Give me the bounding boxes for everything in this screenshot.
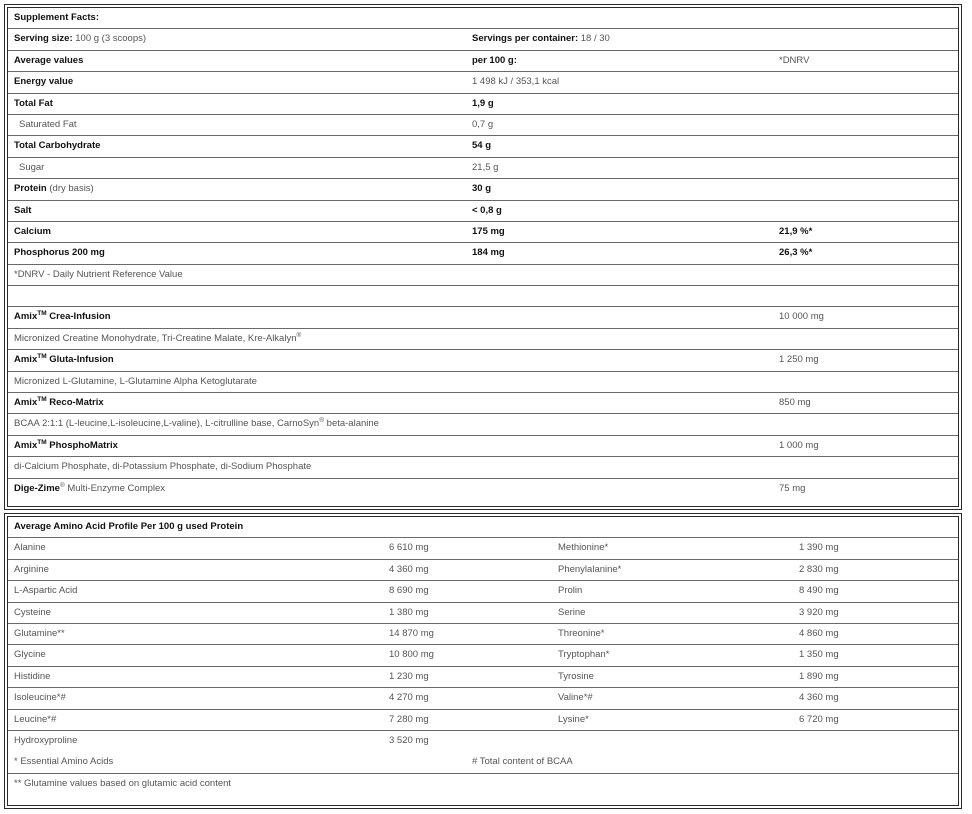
- facts-title: Supplement Facts:: [14, 12, 99, 23]
- energy-row: [8, 72, 958, 93]
- phosphomatrix-label: [14, 436, 118, 456]
- protein-value: 30 g: [472, 183, 492, 195]
- serving-size: [14, 29, 146, 49]
- crea-desc-text: Micronized Creatine Monohydrate, Tri-Creatine Malate, Kre-Alkalyn: [14, 332, 297, 344]
- reco-desc-text: BCAA 2:1:1 (L-leucine,L-isoleucine,L-valine), L-citrulline base, CarnoSyn: [14, 418, 320, 430]
- phosphorus-row: [8, 243, 958, 264]
- amino-value-right: 8 490 mg: [799, 585, 839, 597]
- amino-value-left: 10 800 mg: [389, 649, 434, 661]
- carbohydrate-label: Total Carbohydrate: [14, 140, 101, 152]
- glutamine-note: ** Glutamine values based on glutamic acid content: [14, 777, 232, 789]
- table-row: [8, 603, 958, 624]
- dnrv-header: *DNRV: [779, 54, 810, 66]
- amino-name-right: Serine: [558, 606, 586, 618]
- brand-name: Amix: [14, 311, 38, 323]
- amino-acid-panel: [4, 513, 962, 809]
- amino-name-left: Arginine: [14, 563, 49, 575]
- serving-row: [8, 29, 958, 50]
- protein-note: (dry basis): [49, 183, 94, 195]
- protein-row: [8, 179, 958, 200]
- table-row: [8, 624, 958, 645]
- amino-value-left: 14 870 mg: [389, 627, 434, 639]
- amino-name-right: Methionine*: [558, 542, 609, 554]
- reco-matrix-label: [14, 393, 104, 413]
- gluta-infusion-row: [8, 350, 958, 371]
- carbohydrate-value: 54 g: [472, 140, 492, 152]
- spacer-row: [8, 286, 958, 307]
- phosphorus-value: 184 mg: [472, 247, 505, 259]
- gluta-infusion-desc: Micronized L-Glutamine, L-Glutamine Alpha Ketoglutarate: [14, 375, 257, 387]
- amino-value-right: 2 830 mg: [799, 563, 839, 575]
- amino-value-left: 3 520 mg: [389, 734, 429, 746]
- phosphomatrix-name: PhosphoMatrix: [49, 439, 118, 451]
- amino-title-row: [8, 517, 958, 538]
- gluta-infusion-desc-row: [8, 372, 958, 393]
- reco-matrix-desc-row: [8, 414, 958, 435]
- reco-matrix-value: 850 mg: [779, 397, 811, 409]
- table-row: [8, 667, 958, 688]
- dige-zime-row: [8, 479, 958, 500]
- servings-label: Servings per container:: [472, 33, 579, 45]
- fat-value: 1,9 g: [472, 97, 494, 109]
- protein: [14, 179, 94, 199]
- crea-infusion-desc-row: [8, 329, 958, 350]
- amino-value-right: 1 390 mg: [799, 542, 839, 554]
- phosphomatrix-desc: di-Calcium Phosphate, di-Potassium Phosphate, di-Sodium Phosphate: [14, 461, 312, 473]
- amino-value-right: 4 860 mg: [799, 627, 839, 639]
- amino-value-left: 7 280 mg: [389, 713, 429, 725]
- salt-value: < 0,8 g: [472, 204, 502, 216]
- amino-value-right: 1 890 mg: [799, 670, 839, 682]
- sugar-value: 21,5 g: [472, 161, 499, 173]
- gluta-infusion-value: 1 250 mg: [779, 354, 819, 366]
- energy-value: 1 498 kJ / 353,1 kcal: [472, 76, 560, 88]
- trademark-mark: TM: [37, 396, 47, 404]
- energy-label: Energy value: [14, 76, 74, 88]
- amino-name-right: Tryptophan*: [558, 649, 610, 661]
- gluta-infusion-name: Gluta-Infusion: [49, 354, 114, 366]
- amino-name-right: Lysine*: [558, 713, 589, 725]
- amino-name-left: Glutamine**: [14, 627, 65, 639]
- calcium-label: Calcium: [14, 225, 51, 237]
- crea-infusion-desc: [14, 329, 301, 349]
- servings-per-container: [472, 29, 610, 49]
- per-100g-label: per 100 g:: [472, 54, 517, 66]
- calcium-dnrv: 21,9 %*: [779, 225, 813, 237]
- phosphomatrix-desc-row: [8, 457, 958, 478]
- amino-name-left: Cysteine: [14, 606, 51, 618]
- gluta-infusion-label: [14, 350, 114, 370]
- amino-value-left: 4 270 mg: [389, 692, 429, 704]
- amino-name-right: Valine*#: [558, 692, 593, 704]
- amino-name-left: Glycine: [14, 649, 46, 661]
- glutamine-note-row: [8, 774, 958, 795]
- dnrv-note-row: [8, 265, 958, 286]
- amino-name-left: Histidine: [14, 670, 51, 682]
- amino-note-row: [8, 752, 958, 773]
- bcaa-note: # Total content of BCAA: [472, 756, 573, 768]
- table-row: [8, 731, 958, 752]
- trademark-mark: TM: [37, 310, 47, 318]
- amino-name-right: Tyrosine: [558, 670, 594, 682]
- protein-label: Protein: [14, 183, 47, 195]
- salt-label: Salt: [14, 204, 32, 216]
- amino-acid-table: [7, 516, 959, 806]
- fat-label: Total Fat: [14, 97, 53, 109]
- serving-size-value: 100 g (3 scoops): [75, 33, 147, 45]
- saturated-fat-value: 0,7 g: [472, 118, 494, 130]
- amino-name-left: Isoleucine*#: [14, 692, 66, 704]
- phosphorus-label: Phosphorus 200 mg: [14, 247, 105, 259]
- amino-title: Average Amino Acid Profile Per 100 g used Protein: [14, 521, 244, 532]
- dige-zime-label: [14, 479, 165, 499]
- table-row: [8, 710, 958, 731]
- registered-mark: ®: [59, 481, 65, 489]
- amino-value-left: 1 380 mg: [389, 606, 429, 618]
- phosphomatrix-value: 1 000 mg: [779, 439, 819, 451]
- crea-infusion-name: Crea-Infusion: [49, 311, 111, 323]
- table-row: [8, 688, 958, 709]
- amino-name-left: Hydroxyproline: [14, 734, 78, 746]
- brand-name: Amix: [14, 397, 38, 409]
- amino-value-left: 8 690 mg: [389, 585, 429, 597]
- table-row: [8, 538, 958, 559]
- brand-name: Amix: [14, 439, 38, 451]
- amino-value-left: 1 230 mg: [389, 670, 429, 682]
- header-row: [8, 51, 958, 72]
- saturated-fat-row: [8, 115, 958, 136]
- crea-infusion-label: [14, 307, 111, 327]
- table-row: [8, 581, 958, 602]
- phosphorus-dnrv: 26,3 %*: [779, 247, 813, 259]
- facts-title-row: [8, 8, 958, 29]
- dige-zime-value: 75 mg: [779, 482, 806, 494]
- fat-row: [8, 94, 958, 115]
- table-row: [8, 560, 958, 581]
- amino-value-left: 4 360 mg: [389, 563, 429, 575]
- amino-name-right: Threonine*: [558, 627, 605, 639]
- phosphomatrix-row: [8, 436, 958, 457]
- crea-infusion-value: 10 000 mg: [779, 311, 824, 323]
- registered-mark: ®: [319, 417, 325, 425]
- table-row: [8, 645, 958, 666]
- calcium-row: [8, 222, 958, 243]
- reco-matrix-desc: [14, 414, 379, 434]
- dige-zime-desc: Multi-Enzyme Complex: [64, 482, 166, 494]
- sugar-row: [8, 158, 958, 179]
- calcium-value: 175 mg: [472, 225, 505, 237]
- sugar-label: Sugar: [19, 161, 45, 173]
- amino-name-left: Alanine: [14, 542, 46, 554]
- amino-value-left: 6 610 mg: [389, 542, 429, 554]
- amino-value-right: 3 920 mg: [799, 606, 839, 618]
- amino-name-right: Phenylalanine*: [558, 563, 622, 575]
- amino-name-left: L-Aspartic Acid: [14, 585, 78, 597]
- amino-name-right: Prolin: [558, 585, 583, 597]
- carbohydrate-row: [8, 136, 958, 157]
- supplement-facts-table: [7, 7, 959, 507]
- amino-value-right: 4 360 mg: [799, 692, 839, 704]
- dnrv-note: *DNRV - Daily Nutrient Reference Value: [14, 268, 183, 280]
- essential-note: * Essential Amino Acids: [14, 756, 114, 768]
- servings-value: 18 / 30: [580, 33, 610, 45]
- crea-infusion-row: [8, 307, 958, 328]
- amino-name-left: Leucine*#: [14, 713, 57, 725]
- average-values-label: Average values: [14, 54, 84, 66]
- reco-desc-tail: beta-alanine: [324, 418, 379, 430]
- amino-value-right: 1 350 mg: [799, 649, 839, 661]
- trademark-mark: TM: [37, 438, 47, 446]
- salt-row: [8, 201, 958, 222]
- dige-zime-name: Dige-Zime: [14, 482, 60, 494]
- saturated-fat-label: Saturated Fat: [19, 118, 77, 130]
- registered-mark: ®: [296, 331, 302, 339]
- supplement-facts-panel: [4, 4, 962, 510]
- trademark-mark: TM: [37, 353, 47, 361]
- amino-value-right: 6 720 mg: [799, 713, 839, 725]
- brand-name: Amix: [14, 354, 38, 366]
- reco-matrix-row: [8, 393, 958, 414]
- serving-size-label: Serving size:: [14, 33, 73, 45]
- reco-matrix-name: Reco-Matrix: [49, 397, 104, 409]
